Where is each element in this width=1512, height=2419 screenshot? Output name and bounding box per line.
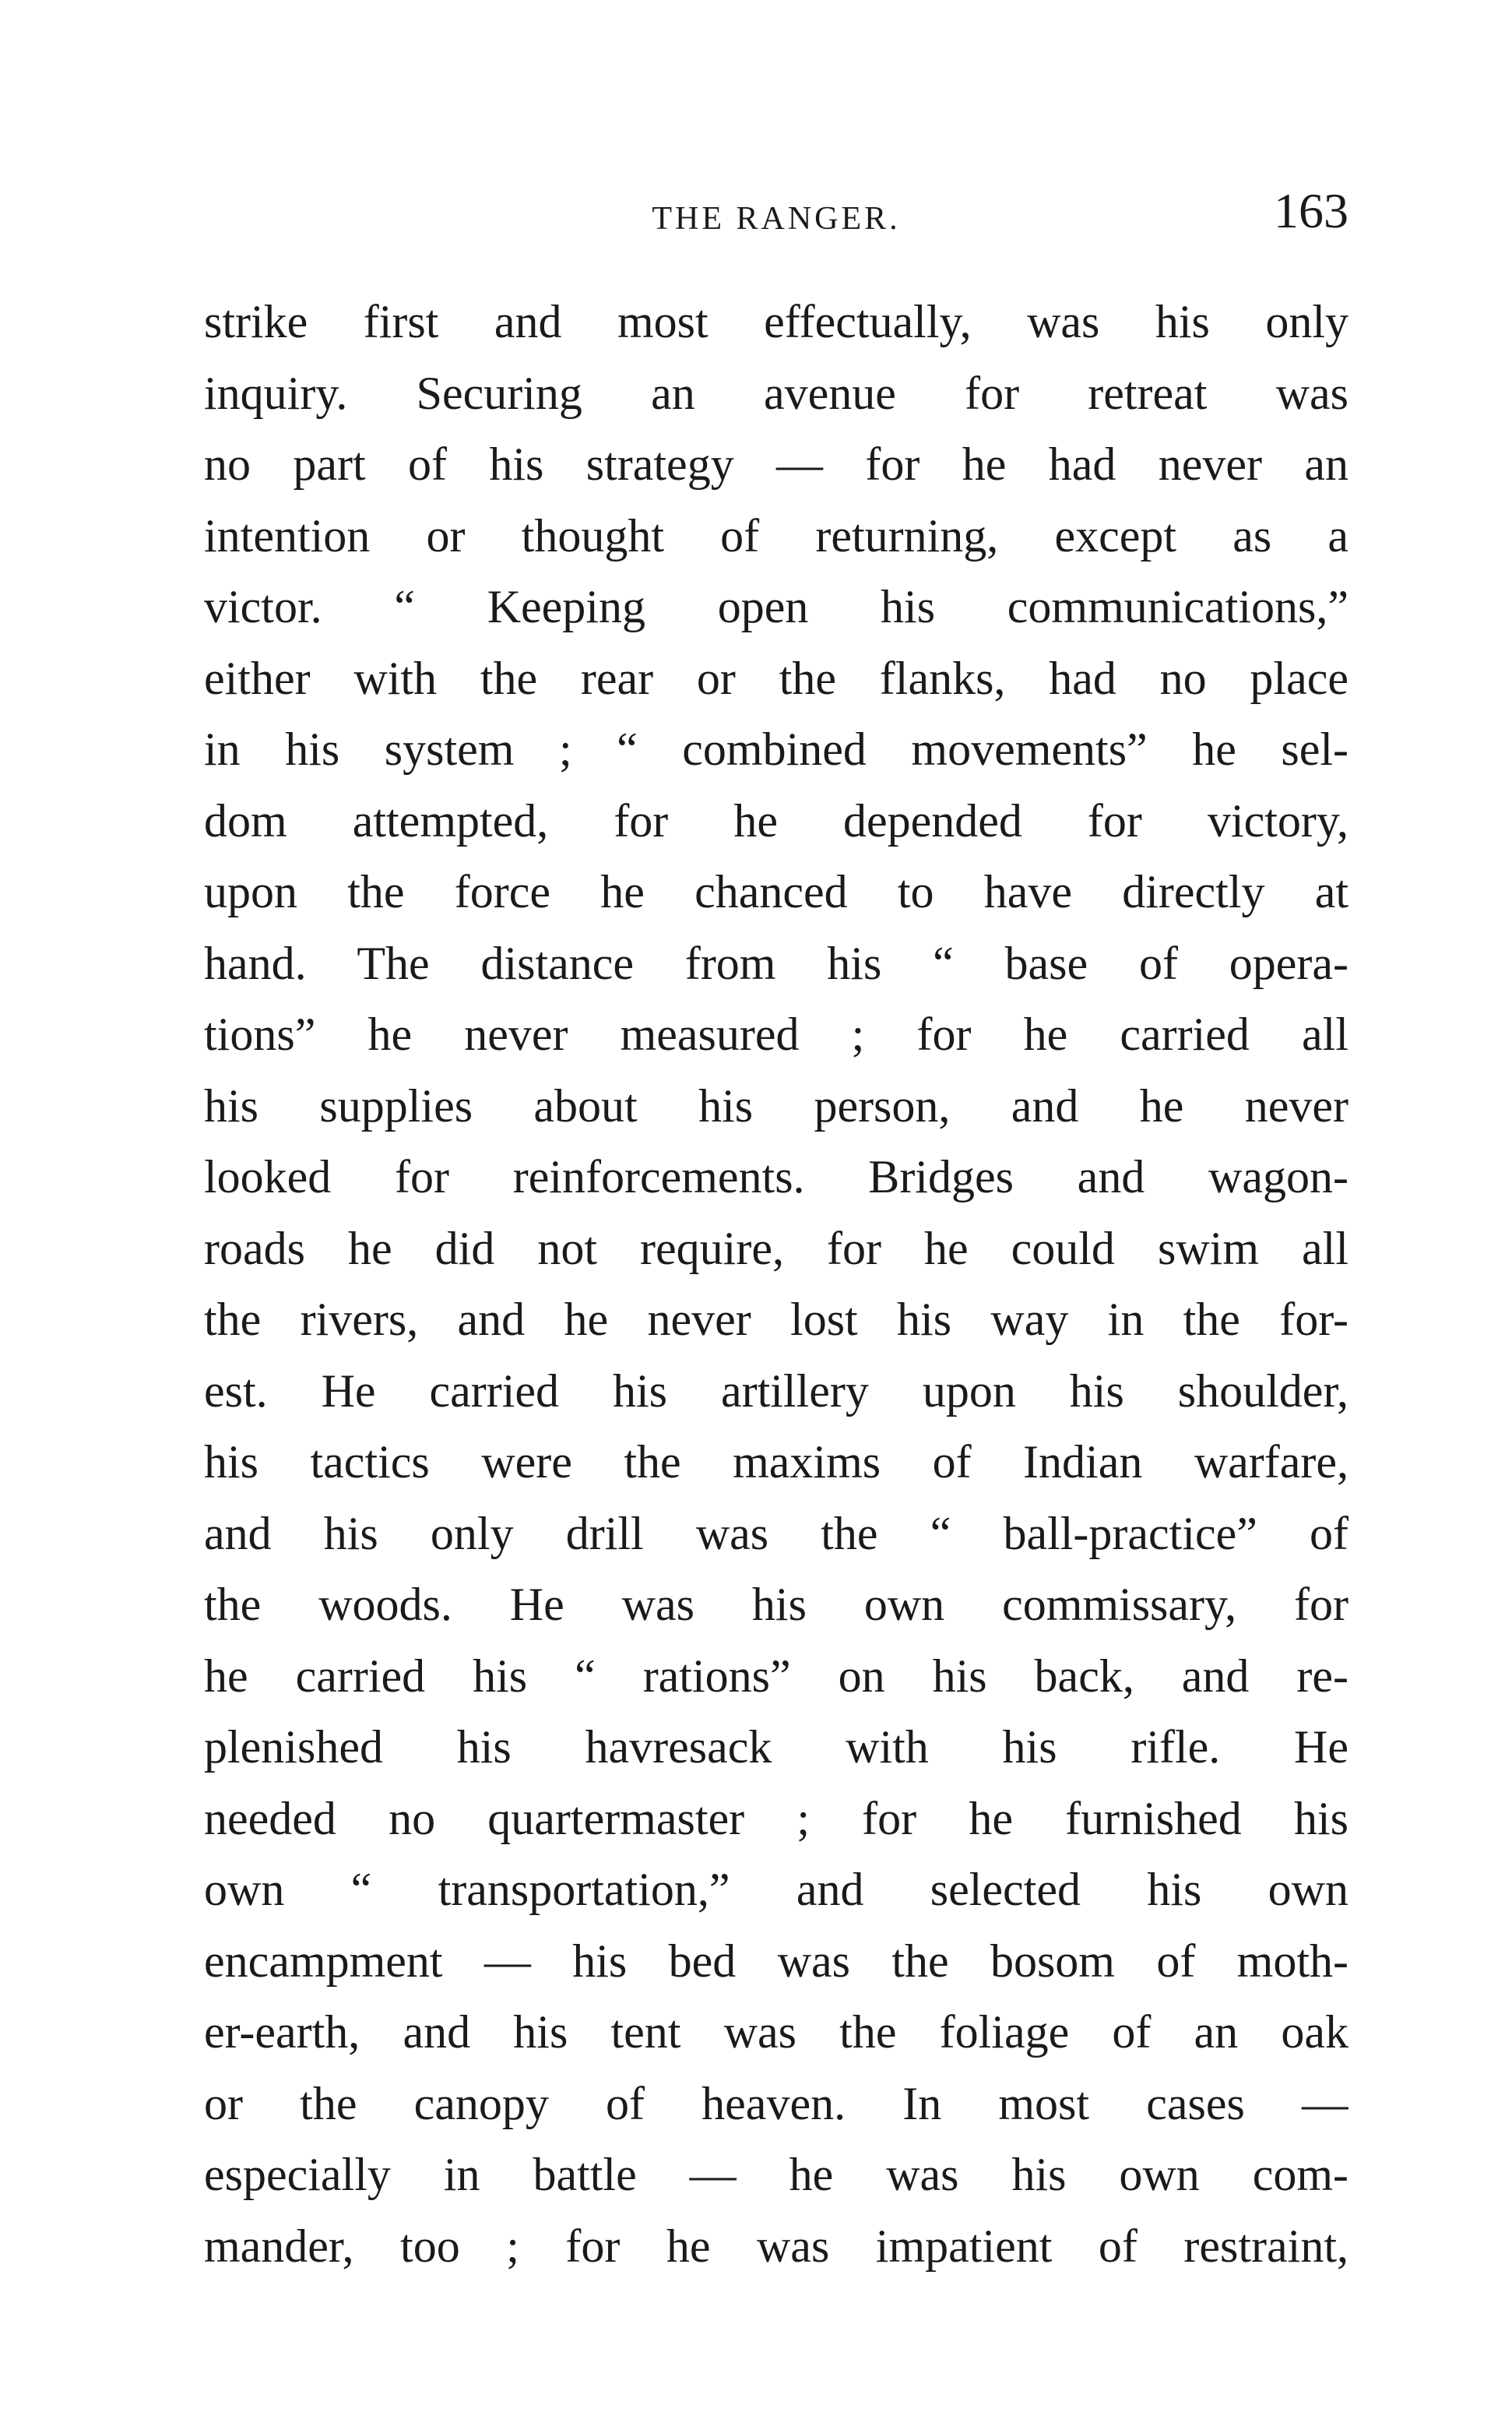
text-line: er-earth, and his tent was the foliage of an oak [204,2006,1348,2058]
text-line: strike first and most effectually, was his only [204,296,1348,347]
text-line: encampment — his bed was the bosom of moth- [204,1935,1348,1987]
text-line: roads he did not require, for he could swim all [204,1222,1348,1274]
page-number: 163 [1274,183,1348,238]
text-line: mander, too ; for he was impatient of restraint, [204,2220,1348,2272]
text-line: tions” he never measured ; for he carried all [204,1009,1348,1060]
text-line: and his only drill was the “ ball-practice” of [204,1507,1348,1559]
text-line: hand. The distance from his “ base of opera- [204,937,1348,989]
text-line: victor. “ Keeping open his communications,” [204,581,1348,632]
body-text [204,287,1348,2282]
text-line: the rivers, and he never lost his way in the for- [204,1294,1348,1345]
text-line: intention or thought of returning, except as a [204,509,1348,562]
text-line: looked for reinforcements. Bridges and wagon- [204,1151,1348,1202]
text-line: in his system ; “ combined movements” he sel- [204,724,1348,775]
text-line: either with the rear or the flanks, had no place [204,652,1348,704]
text-line: especially in battle — he was his own com- [204,2149,1348,2200]
text-line: his tactics were the maxims of Indian warfare, [204,1436,1348,1488]
text-line: dom attempted, for he depended for victory, [204,794,1348,847]
text-line: est. He carried his artillery upon his shoulder, [204,1364,1348,1417]
text-line: own “ transportation,” and selected his own [204,1864,1348,1915]
text-line: no part of his strategy — for he had never an [204,438,1348,490]
text-line: needed no quartermaster ; for he furnished his [204,1792,1348,1844]
page-header [204,181,1348,251]
text-line: or the canopy of heaven. In most cases — [204,2077,1348,2129]
text-line: his supplies about his person, and he never [204,1079,1348,1132]
text-line: the woods. He was his own commissary, for [204,1579,1348,1630]
text-line: he carried his “ rations” on his back, and re- [204,1650,1348,1702]
text-line: inquiry. Securing an avenue for retreat was [204,367,1348,419]
text-line: plenished his havresack with his rifle. He [204,1721,1348,1773]
running-head: THE RANGER. [652,201,901,237]
text-line: upon the force he chanced to have directly at [204,866,1348,917]
